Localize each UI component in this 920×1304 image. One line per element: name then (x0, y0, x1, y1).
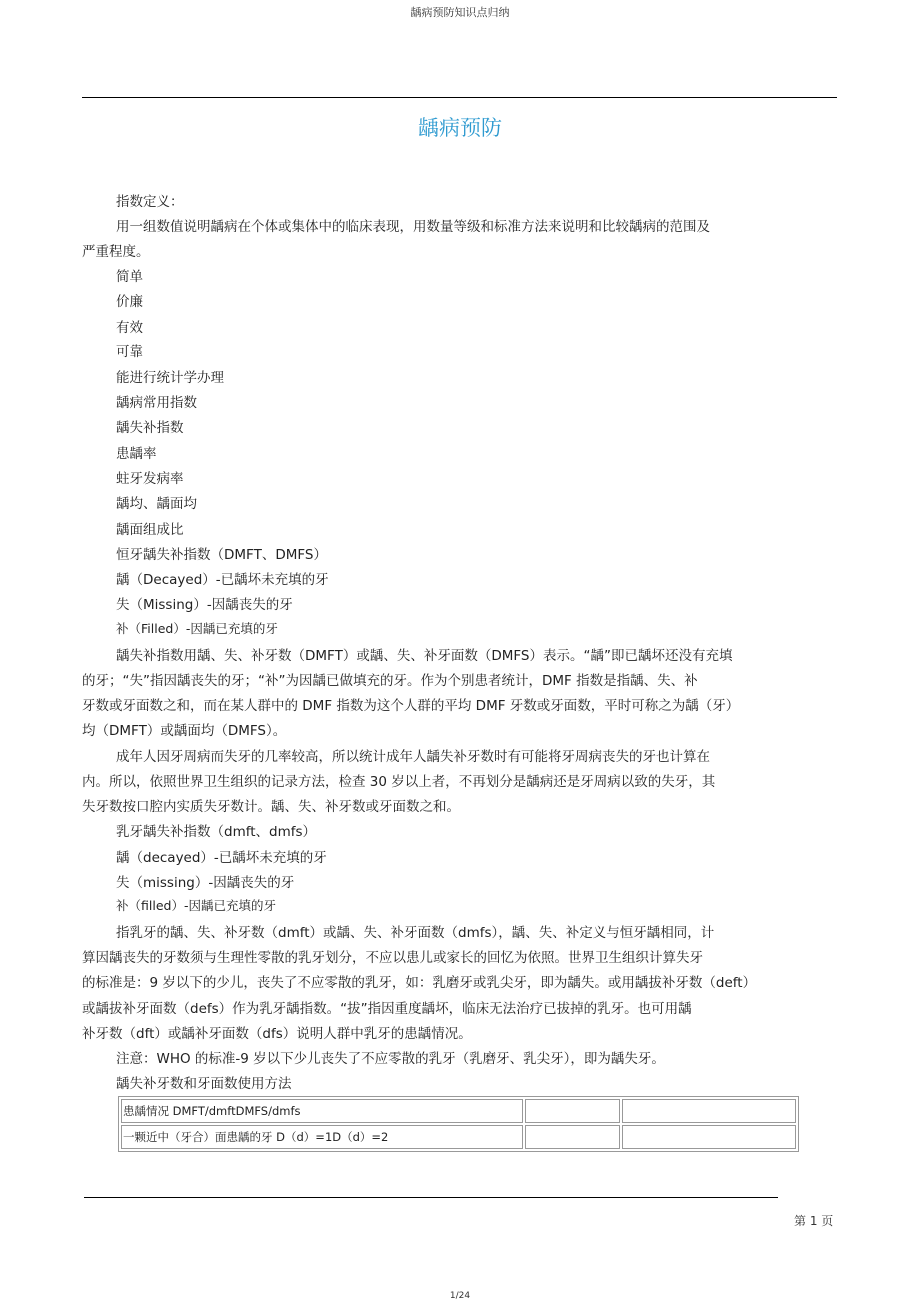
list-item: 补（Filled）-因龋已充填的牙 (116, 621, 278, 636)
list-item: 龋病常用指数 (116, 395, 197, 411)
table-cell (622, 1099, 796, 1123)
table-cell: 一颗近中（牙合）面患龋的牙 D（d）=1D（d）=2 (121, 1125, 523, 1149)
top-divider (82, 97, 837, 98)
paragraph-line: 严重程度。 (82, 244, 150, 260)
table-row (121, 1125, 796, 1149)
list-item: 龋（decayed）-已龋坏未充填的牙 (116, 850, 327, 866)
index-table (118, 1096, 799, 1152)
table-cell (525, 1125, 620, 1149)
list-item: 有效 (116, 320, 143, 336)
document-title: 龋病预防 (418, 116, 502, 140)
table-cell (525, 1099, 620, 1123)
paragraph-line: 或龋拔补牙面数（defs）作为乳牙龋指数。“拔”指因重度龋坏，临床无法治疗已拔掉的乳牙。也可用龋 (82, 1001, 692, 1017)
list-item: 龋均、龋面均 (116, 496, 197, 512)
page-counter: 1/24 (449, 1291, 471, 1301)
paragraph-line: 指乳牙的龋、失、补牙数（dmft）或龋、失、补牙面数（dmfs），龋、失、补定义与恒牙龋相同，计 (116, 925, 715, 941)
page-label: 第 1 页 (794, 1214, 834, 1228)
table-caption: 龋失补牙数和牙面数使用方法 (116, 1076, 292, 1092)
table-cell: 患龋情况 DMFT/dmftDMFS/dmfs (121, 1099, 523, 1123)
note-line: 注意：WHO 的标准-9 岁以下少儿丧失了不应零散的乳牙（乳磨牙、乳尖牙），即为龋失牙。 (116, 1051, 665, 1067)
paragraph-line: 指数定义： (116, 194, 184, 210)
list-item: 能进行统计学办理 (116, 370, 224, 386)
list-item: 可靠 (116, 344, 143, 360)
table-cell (622, 1125, 796, 1149)
paragraph-line: 失牙数按口腔内实质失牙数计。龋、失、补牙数或牙面数之和。 (82, 799, 460, 815)
paragraph-line: 均（DMFT）或龋面均（DMFS）。 (82, 723, 287, 739)
bottom-divider (84, 1197, 778, 1198)
list-item: 蛀牙发病率 (116, 471, 184, 487)
paragraph-line: 的标准是：9 岁以下的少儿，丧失了不应零散的乳牙，如：乳磨牙或乳尖牙，即为龋失。或用龋拔补牙数（deft） (82, 975, 757, 991)
table-row (121, 1099, 796, 1123)
list-item: 补（filled）-因龋已充填的牙 (116, 898, 276, 913)
list-item: 患龋率 (116, 446, 157, 462)
list-item: 价廉 (116, 294, 143, 310)
paragraph-line: 的牙；“失”指因龋丧失的牙；“补”为因龋已做填充的牙。作为个别患者统计，DMF 指数是指龋、失、补 (82, 673, 698, 689)
paragraph-line: 算因龋丧失的牙数须与生理性零散的乳牙划分，不应以患儿或家长的回忆为依照。世界卫生组织计算失牙 (82, 950, 703, 966)
list-item: 龋面组成比 (116, 522, 184, 538)
paragraph-line: 成年人因牙周病而失牙的几率较高，所以统计成年人龋失补牙数时有可能将牙周病丧失的牙也计算在 (116, 749, 710, 765)
paragraph-line: 用一组数值说明龋病在个体或集体中的临床表现，用数量等级和标准方法来说明和比较龋病的范围及 (116, 219, 710, 235)
paragraph-line: 牙数或牙面数之和，而在某人群中的 DMF 指数为这个人群的平均 DMF 牙数或牙面数，平时可称之为龋（牙） (82, 698, 740, 714)
running-header: 龋病预防知识点归纳 (410, 6, 510, 19)
list-item: 失（missing）-因龋丧失的牙 (116, 875, 295, 891)
list-item: 龋（Decayed）-已龋坏未充填的牙 (116, 572, 329, 588)
list-item: 失（Missing）-因龋丧失的牙 (116, 597, 293, 613)
list-item: 龋失补指数 (116, 420, 184, 436)
list-item: 恒牙龋失补指数（DMFT、DMFS） (116, 547, 327, 563)
paragraph-line: 补牙数（dft）或龋补牙面数（dfs）说明人群中乳牙的患龋情况。 (82, 1026, 472, 1042)
list-item: 简单 (116, 269, 143, 285)
paragraph-line: 龋失补指数用龋、失、补牙数（DMFT）或龋、失、补牙面数（DMFS）表示。“龋”即已龋坏还没有充填 (116, 648, 733, 664)
list-item: 乳牙龋失补指数（dmft、dmfs） (116, 824, 317, 840)
paragraph-line: 内。所以，依照世界卫生组织的记录方法，检查 30 岁以上者，不再划分是龋病还是牙周病以致的失牙，其 (82, 774, 716, 790)
